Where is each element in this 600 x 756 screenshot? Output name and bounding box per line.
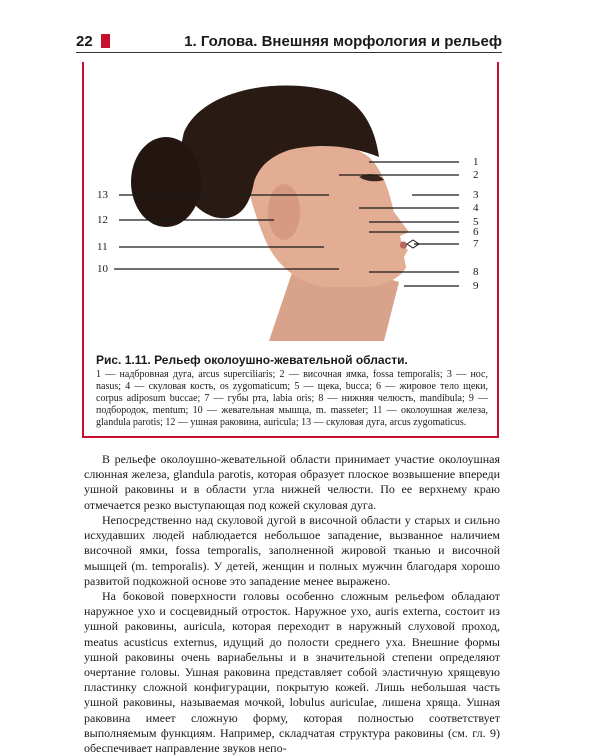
label-9: 9 (473, 280, 479, 292)
label-2: 2 (473, 169, 479, 181)
paragraph-2: Непосредственно над скуловой дугой в височной области у старых и сильно исхудавших людей наблюдается небольшое западение, вызванное наличием височной ямки, fossa temporalis, заполненной жировой тканью и височной мышцей (m. temporalis). У детей, женщин и полных мужчин благодаря хорошо развитой подкожной основе это западение менее выражено. (84, 513, 500, 588)
figure-frame (82, 62, 499, 341)
figure-caption (82, 341, 499, 438)
label-12: 12 (97, 214, 108, 226)
paragraph-1: В рельефе околоушно-жевательной области принимает участие околоушная слюнная железа, glandula parotis, которая образует плоское возвышение впереди ушной раковины и в области угла нижней челюсти. По ее верхнему краю отмечается резко выступающая под кожей скуловая дуга. (84, 452, 500, 512)
caption-text: 1 — надбровная дуга, arcus superciliaris; 2 — височная ямка, fossa temporalis; 3 — нос, nasus; 4 — скуловая кость, os zygomaticum; 5 — щека, bucca; 6 — жировое тело щеки, corpus adiposum buccae; 7 — губы рта, labia oris; 8 — нижняя челюсть, mandibula; 9 — подбородок, mentum; 10 — жевательная мышца, m. masseter; 11 — околоушная железа, glandula parotis; 12 — ушная раковина, auricula; 13 — скуловая дуга, arcus zygomaticus. (96, 369, 488, 428)
label-13: 13 (97, 189, 108, 201)
label-6: 6 (473, 226, 479, 238)
label-1: 1 (473, 156, 479, 168)
face-photo (84, 62, 497, 341)
paragraph-3: На боковой поверхности головы особенно сложным рельефом обладают наружное ухо и сосцевидный отросток. Наружное ухо, auris externa, состоит из ушной раковины, auricula, которая переходит в наружный слуховой проход, meatus acusticus externus, идущий до полости среднего уха. Внешние формы ушной раковины очень вариабельны и в значительной степени определяют очертание головы. Ушная раковина представляет собой эластичную хрящевую пластинку сложной конфигурации, покрытую кожей. Лишь небольшая часть ушной раковины, называемая мочкой, lobulus auriculae, лишена хряща. Ушная раковина имеет сложную форму, которая полностью соответствует выполняемым функциям. Например, складчатая структура раковины (см. гл. 9) обеспечивает направление звуков непо- (84, 589, 500, 756)
chapter-title: 1. Голова. Внешняя морфология и рельеф (184, 33, 502, 50)
label-11: 11 (97, 241, 108, 253)
label-3: 3 (473, 189, 479, 201)
header-red-block (101, 34, 110, 48)
label-5: 5 (473, 216, 479, 228)
caption-title: Рис. 1.11. Рельеф околоушно-жевательной области. (96, 353, 408, 367)
label-4: 4 (473, 202, 479, 214)
label-7: 7 (473, 238, 479, 250)
label-10: 10 (97, 263, 108, 275)
label-8: 8 (473, 266, 479, 278)
page-number: 22 (76, 33, 93, 50)
header-rule (76, 52, 502, 53)
